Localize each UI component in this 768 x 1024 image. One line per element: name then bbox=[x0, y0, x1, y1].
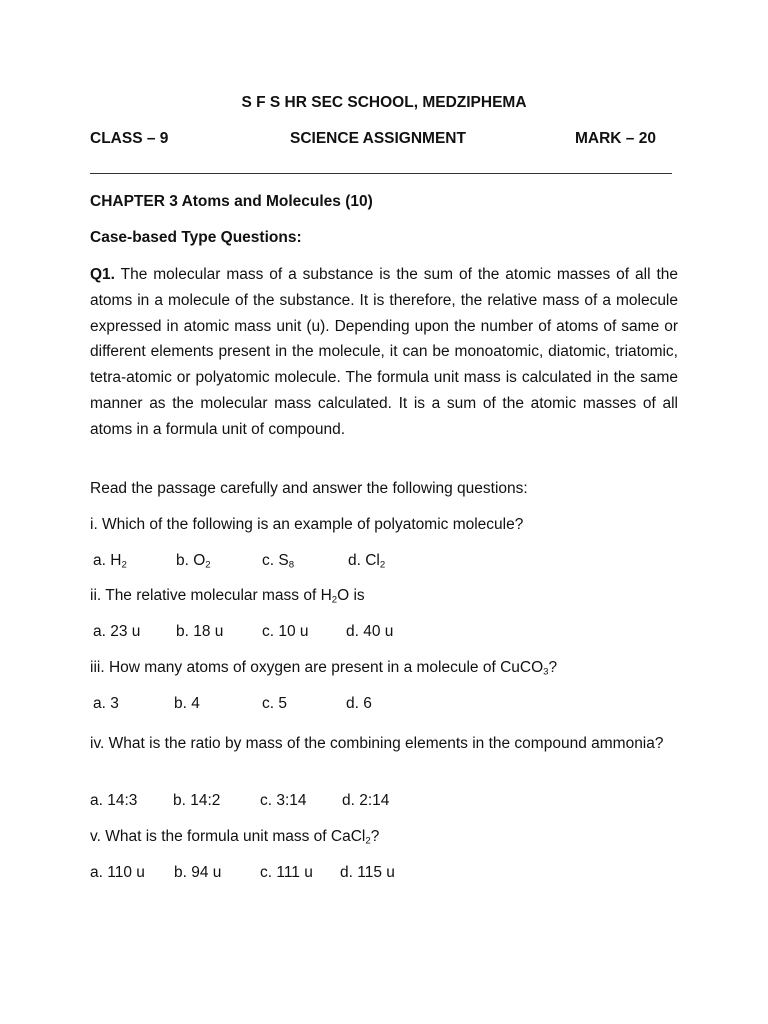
question-1-stem: i. Which of the following is an example of polyatomic molecule? bbox=[90, 516, 524, 533]
question-4-option-c: c. 3:14 bbox=[260, 792, 307, 809]
question-2-option-d: d. 40 u bbox=[346, 623, 394, 640]
question-5-stem: v. What is the formula unit mass of CaCl$_2$? bbox=[90, 828, 380, 847]
question-4-option-b: b. 14:2 bbox=[173, 792, 221, 809]
question-2-option-a: a. 23 u bbox=[93, 623, 141, 640]
question-2-stem: ii. The relative molecular mass of $H_2O$ is bbox=[90, 587, 365, 606]
header-divider bbox=[90, 173, 672, 174]
question-5-option-a: a. 110 u bbox=[90, 864, 145, 881]
question-5-option-c: c. 111 u bbox=[260, 864, 313, 881]
question-4-option-a: a. 14:3 bbox=[90, 792, 138, 809]
school-name: S F S HR SEC SCHOOL, MEDZIPHEMA bbox=[241, 94, 527, 111]
question-5-option-d: d. 115 u bbox=[340, 864, 395, 881]
question-3-option-a: a. 3 bbox=[93, 695, 119, 712]
question-1-option-b: b. $O_2$ bbox=[176, 552, 211, 571]
question-2-option-b: b. 18 u bbox=[176, 623, 224, 640]
q1-label: Q1. bbox=[90, 266, 115, 283]
chapter-title: CHAPTER 3 Atoms and Molecules (10) bbox=[90, 193, 373, 210]
question-5-option-b: b. 94 u bbox=[174, 864, 222, 881]
question-3-option-c: c. 5 bbox=[262, 695, 287, 712]
instruction: Read the passage carefully and answer the following questions: bbox=[90, 480, 528, 497]
question-3-option-b: b. 4 bbox=[174, 695, 200, 712]
question-1-option-a: a. $H_2$ bbox=[93, 552, 127, 571]
q1-passage-block bbox=[90, 262, 678, 443]
question-1-option-c: c. $S_8$ bbox=[262, 552, 295, 571]
question-1-option-d: d. $Cl_2$ bbox=[348, 552, 386, 571]
class-label: CLASS – 9 bbox=[90, 130, 169, 147]
question-4-option-d: d. 2:14 bbox=[342, 792, 390, 809]
question-2-option-c: c. 10 u bbox=[262, 623, 309, 640]
marks-label: MARK – 20 bbox=[575, 130, 656, 147]
q1-passage: The molecular mass of a substance is the sum of the atomic masses of all the atoms in a molecule of the substance. It is therefore, the relative mass of a molecule expressed in atomic mass unit (u). Depending upon the number of atoms of same or different elements present in the molecule, it can be monoatomic, diatomic, triatomic, tetra-atomic or polyatomic molecule. The formula unit mass is calculated in the same manner as the molecular mass calculated. It is a sum of the atomic masses of all atoms in a formula unit of compound. bbox=[90, 266, 678, 438]
question-3-stem: iii. How many atoms of oxygen are present in a molecule of CuCO$_3$? bbox=[90, 659, 558, 678]
question-4-stem: iv. What is the ratio by mass of the combining elements in the compound ammonia? bbox=[90, 735, 664, 752]
assignment-title: SCIENCE ASSIGNMENT bbox=[290, 130, 466, 147]
question-3-option-d: d. 6 bbox=[346, 695, 372, 712]
section-title: Case-based Type Questions: bbox=[90, 229, 302, 246]
